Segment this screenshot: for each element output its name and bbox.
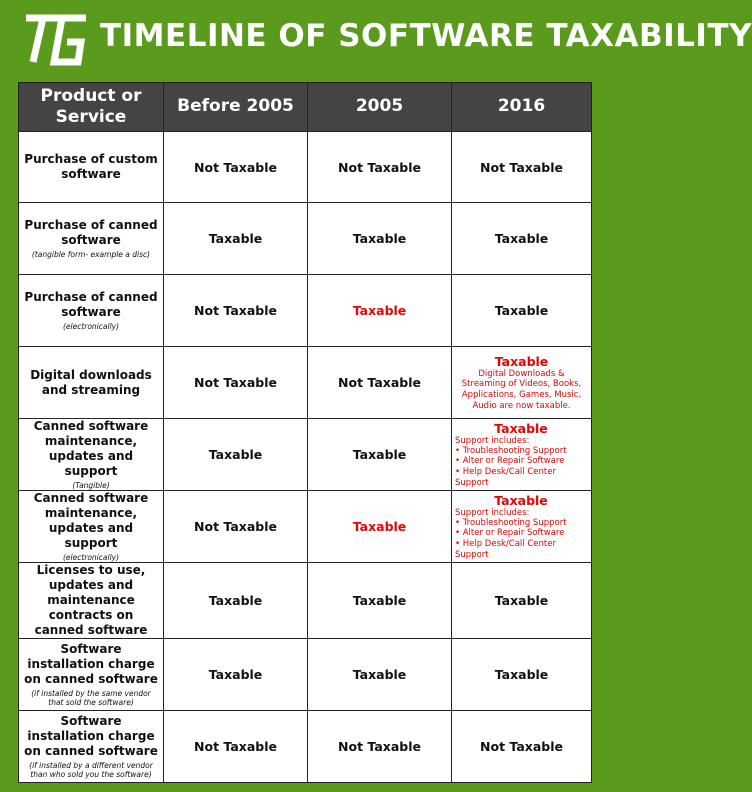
before-2005-cell	[164, 711, 308, 783]
product-note: (Tangible)	[72, 481, 110, 490]
product-cell	[19, 419, 164, 491]
before-2005-cell	[164, 275, 308, 347]
product-name: Canned software maintenance, updates and support	[33, 419, 149, 478]
product-note: (electronically)	[62, 322, 120, 331]
year-2005-cell	[308, 639, 452, 711]
year-2005-cell	[308, 203, 452, 275]
status-text: Taxable	[494, 420, 548, 436]
status-text: Taxable	[208, 593, 263, 608]
product-name: Purchase of custom software	[24, 152, 158, 181]
status-text: Not Taxable	[194, 159, 277, 175]
status-text: Taxable	[494, 593, 549, 608]
status-text: Not Taxable	[194, 375, 277, 390]
before-2005-cell	[164, 419, 308, 491]
product-name: Purchase of canned software	[24, 218, 158, 247]
status-text: Taxable	[352, 231, 407, 246]
product-name: Software installation charge on canned software	[24, 714, 158, 758]
status-text: Taxable	[208, 667, 263, 682]
product-cell	[19, 275, 164, 347]
status-text: Taxable	[352, 667, 407, 682]
year-2016-cell	[452, 639, 592, 711]
product-name: Software installation charge on canned software	[24, 642, 158, 686]
table-body	[19, 132, 592, 783]
product-cell	[19, 711, 164, 783]
table-row	[19, 563, 592, 639]
before-2005-cell	[164, 639, 308, 711]
before-2005-cell	[164, 491, 308, 563]
year-2005-cell	[308, 132, 452, 203]
before-2005-cell	[164, 347, 308, 419]
year-2016-cell	[452, 563, 592, 639]
taxability-table	[18, 82, 592, 783]
support-item: • Help Desk/Call Center Support	[455, 539, 556, 560]
product-cell	[19, 132, 164, 203]
before-2005-cell	[164, 203, 308, 275]
year-2005-cell	[308, 491, 452, 563]
status-text: Not Taxable	[480, 159, 563, 175]
product-cell	[19, 491, 164, 563]
status-text: Taxable	[352, 303, 407, 318]
table-row	[19, 275, 592, 347]
status-text: Taxable	[352, 519, 407, 534]
year-2016-cell	[452, 711, 592, 783]
year-2016-cell	[452, 132, 592, 203]
support-item: • Troubleshooting Support	[455, 445, 567, 456]
product-name: Canned software maintenance, updates and support	[33, 491, 149, 550]
status-text: Not Taxable	[338, 159, 421, 175]
column-header-before-2005: Before 2005	[164, 83, 308, 132]
status-text: Not Taxable	[194, 303, 277, 318]
status-text: Taxable	[494, 353, 549, 369]
status-text: Taxable	[494, 492, 548, 508]
status-text: Taxable	[352, 593, 407, 608]
year-2005-cell	[308, 347, 452, 419]
product-name: Licenses to use, updates and maintenance contracts on canned software	[34, 563, 148, 637]
year-2016-cell	[452, 275, 592, 347]
product-name: Purchase of canned software	[24, 290, 158, 319]
year-2005-cell	[308, 419, 452, 491]
year-2016-cell	[452, 347, 592, 419]
product-name: Digital downloads and streaming	[30, 367, 152, 397]
product-cell	[19, 563, 164, 639]
year-2005-cell	[308, 275, 452, 347]
status-text: Taxable	[352, 447, 407, 462]
table-row	[19, 639, 592, 711]
tg-logo-icon	[20, 10, 90, 70]
status-text: Taxable	[494, 303, 549, 318]
column-header-product: Product or Service	[19, 83, 164, 132]
support-list	[455, 518, 587, 561]
product-cell	[19, 347, 164, 419]
year-2016-cell	[452, 203, 592, 275]
status-detail: Digital Downloads & Streaming of Videos, Books, Applications, Games, Music, Audio are now taxable.	[461, 368, 582, 411]
column-header-2005: 2005	[308, 83, 452, 132]
status-text: Taxable	[208, 231, 263, 246]
support-item: • Alter or Repair Software	[455, 528, 565, 539]
support-list	[455, 446, 587, 489]
year-2005-cell	[308, 563, 452, 639]
table-row	[19, 491, 592, 563]
product-note: (if installed by the same vendor that sold the software)	[31, 689, 151, 707]
status-text: Not Taxable	[194, 519, 277, 534]
status-text: Taxable	[494, 667, 549, 682]
column-header-2016: 2016	[452, 83, 592, 132]
product-cell	[19, 639, 164, 711]
status-text: Not Taxable	[338, 375, 421, 390]
status-text: Taxable	[208, 447, 263, 462]
table-header-row	[19, 83, 592, 132]
before-2005-cell	[164, 563, 308, 639]
table-row	[19, 711, 592, 783]
year-2016-cell	[452, 419, 592, 491]
status-text: Not Taxable	[480, 739, 563, 754]
product-note: (electronically)	[62, 553, 120, 562]
support-item: • Alter or Repair Software	[455, 456, 565, 467]
support-label: Support includes:	[455, 507, 530, 518]
product-note: (tangible form- example a disc)	[31, 250, 151, 259]
year-2016-cell	[452, 491, 592, 563]
table-row	[19, 419, 592, 491]
product-note: (if installed by a different vendor than who sold you the software)	[29, 761, 153, 779]
year-2005-cell	[308, 711, 452, 783]
table-row	[19, 203, 592, 275]
support-item: • Troubleshooting Support	[455, 517, 567, 528]
status-text: Taxable	[494, 231, 549, 246]
support-label: Support includes:	[455, 435, 530, 446]
product-cell	[19, 203, 164, 275]
table-row	[19, 347, 592, 419]
status-text: Not Taxable	[338, 739, 421, 754]
page-title: TIMELINE OF SOFTWARE TAXABILITY	[100, 18, 752, 54]
support-item: • Help Desk/Call Center Support	[455, 467, 556, 488]
before-2005-cell	[164, 132, 308, 203]
page-header	[0, 0, 752, 80]
table-row	[19, 132, 592, 203]
status-text: Not Taxable	[194, 739, 277, 754]
